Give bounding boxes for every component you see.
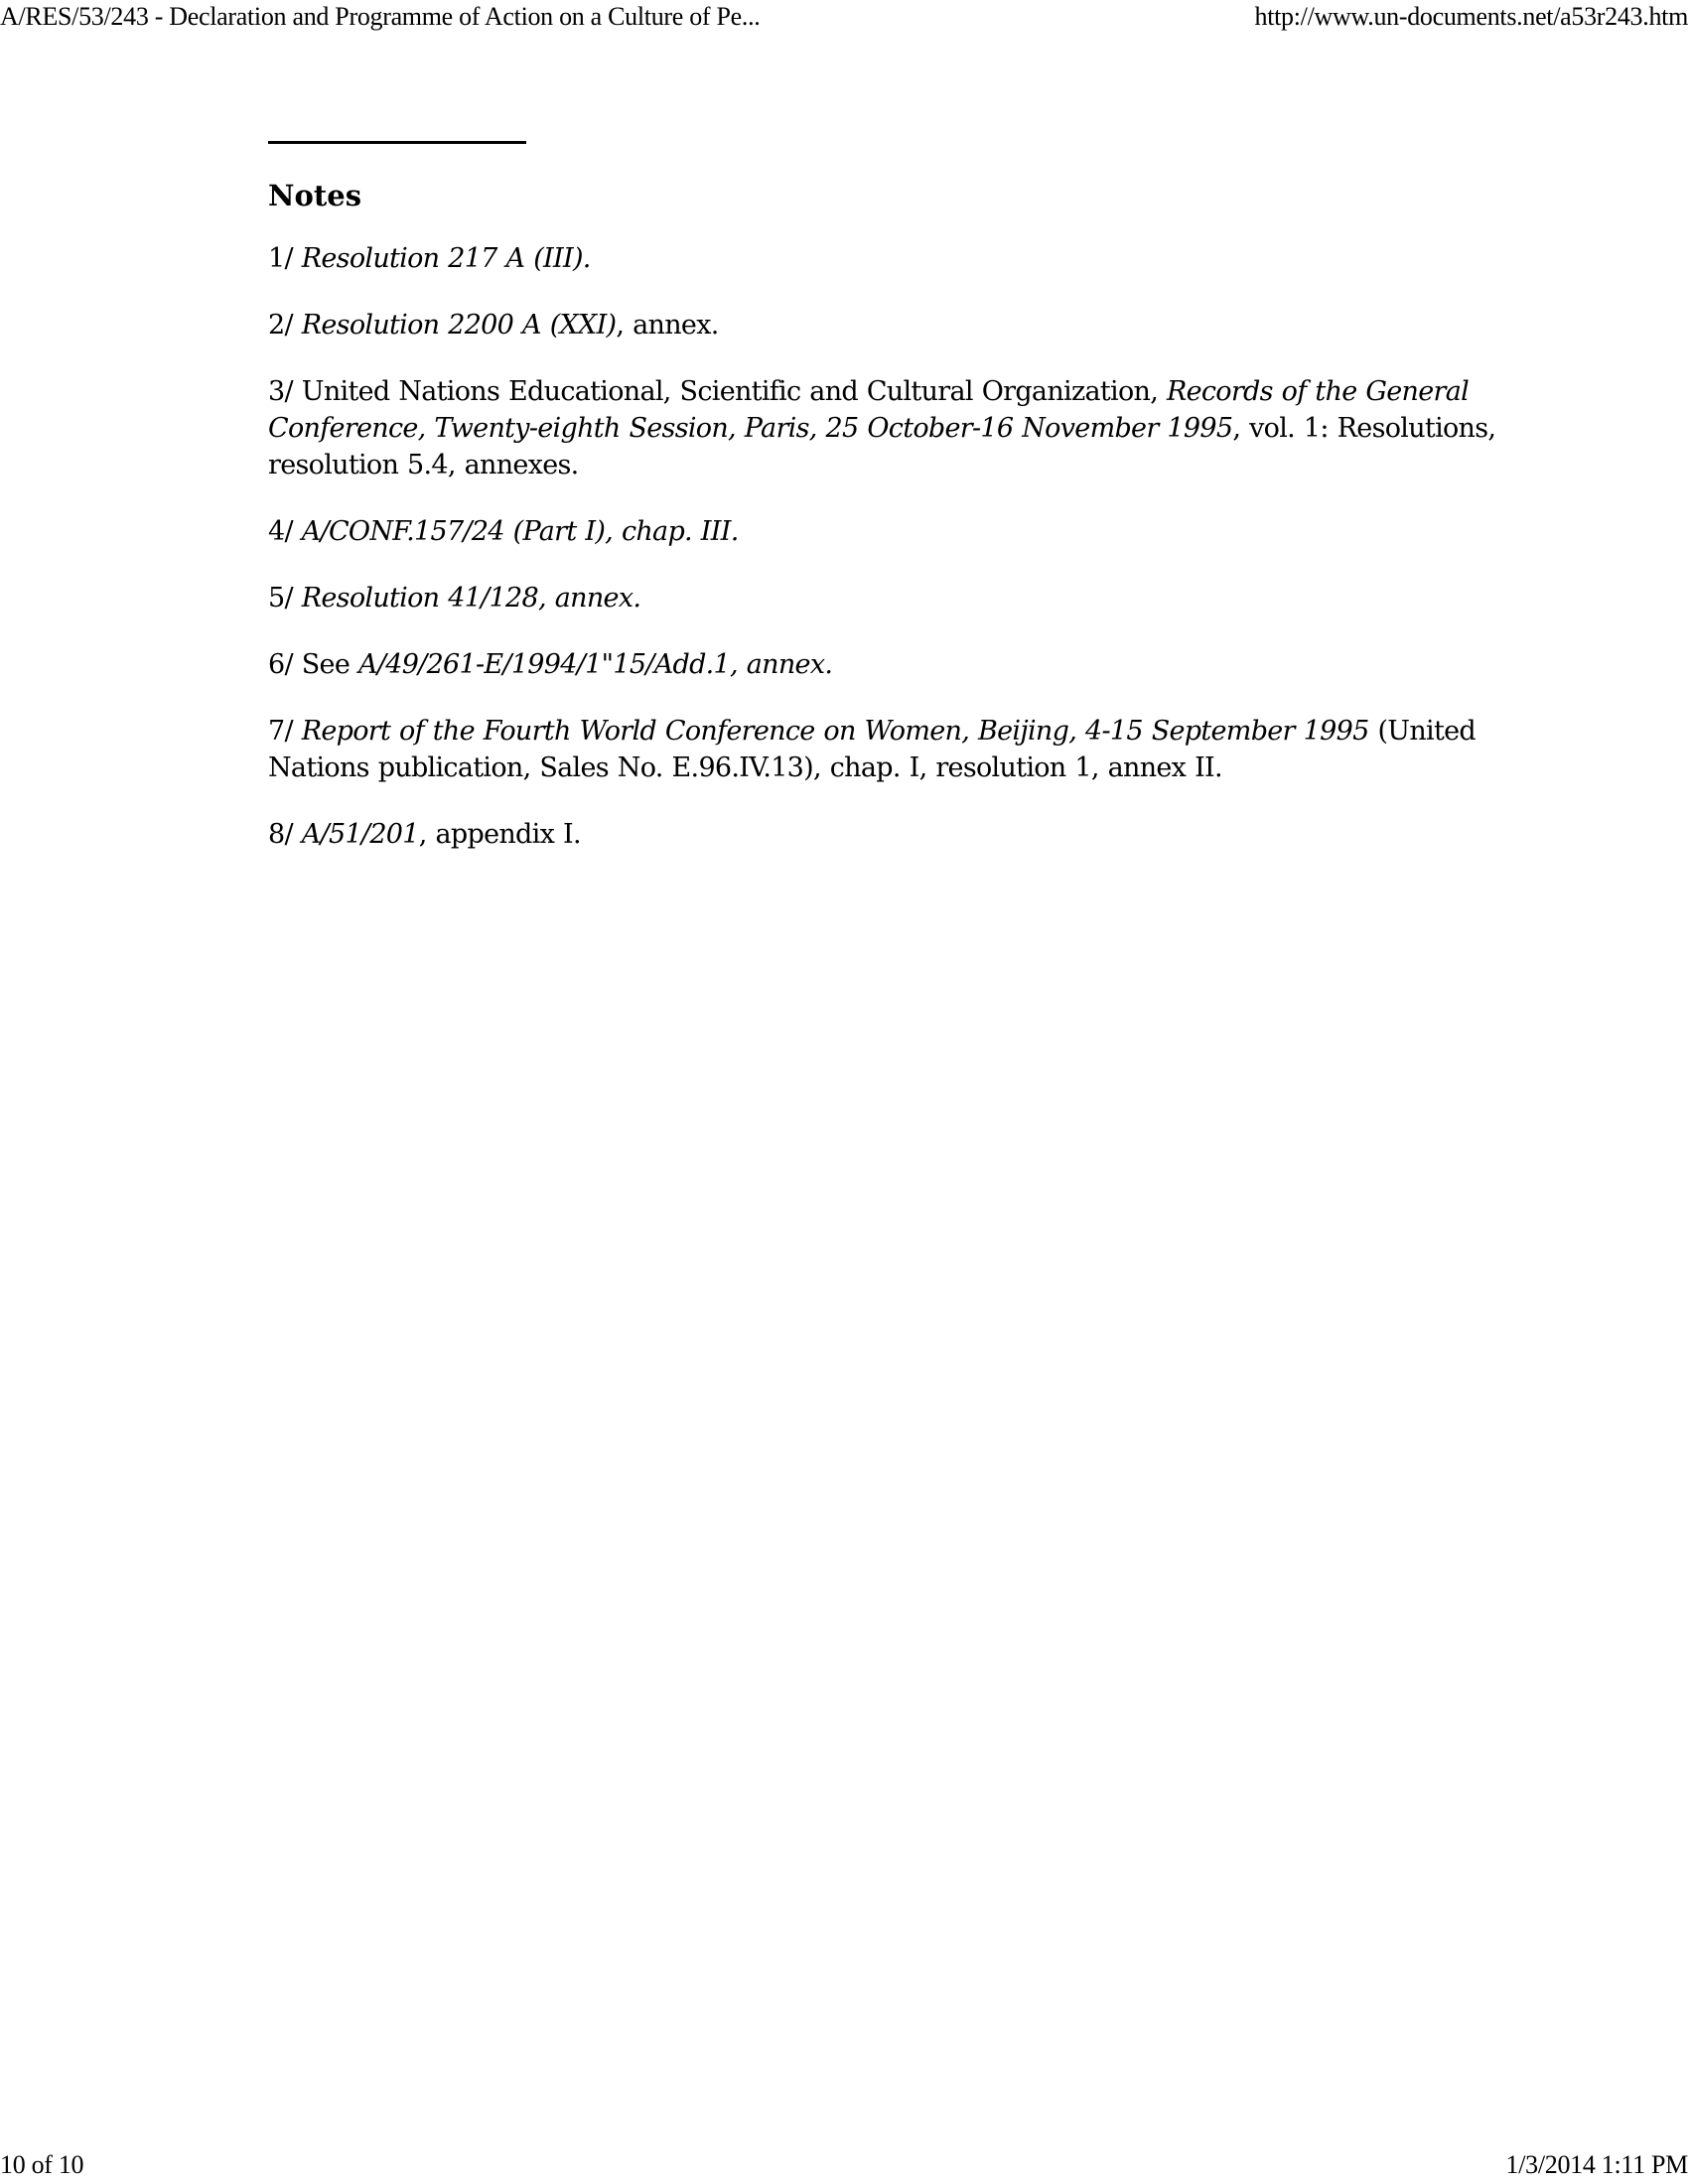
- note-suffix: , appendix I.: [418, 819, 581, 850]
- note-number: 2/: [268, 310, 302, 341]
- note-suffix: , vol. 1: Resolutions, resolution 5.4, annexes.: [268, 413, 1496, 480]
- note-number: 7/: [268, 716, 302, 747]
- note-number: 1/: [268, 243, 302, 274]
- note-italic: A/CONF.157/24 (Part I), chap. III.: [301, 516, 739, 547]
- note-number: 3/: [268, 376, 302, 407]
- note-item: [268, 816, 1499, 853]
- note-item: [268, 580, 1499, 616]
- print-header: [0, 2, 1688, 32]
- footnote-divider: [268, 141, 526, 144]
- note-item: [268, 646, 1499, 683]
- note-suffix: , annex.: [616, 310, 719, 341]
- print-timestamp: 1/3/2014 1:11 PM: [1505, 2150, 1688, 2179]
- note-item: [268, 307, 1499, 343]
- note-number: 6/: [268, 649, 302, 680]
- note-item: [268, 373, 1499, 483]
- note-prefix: United Nations Educational, Scientific and Cultural Organization,: [301, 376, 1167, 407]
- page-indicator: 10 of 10: [0, 2150, 84, 2179]
- note-italic: A/51/201: [301, 819, 419, 850]
- note-number: 5/: [268, 583, 302, 614]
- note-prefix: See: [301, 649, 359, 680]
- note-italic: Resolution 217 A (III).: [301, 243, 591, 274]
- note-item: [268, 513, 1499, 550]
- note-suffix: (United Nations publication, Sales No. E.96.IV.13), chap. I, resolution 1, annex II.: [268, 716, 1476, 783]
- note-italic: Records of the General Conference, Twenty-eighth Session, Paris, 25 October-16 November 1995: [268, 376, 1470, 444]
- note-number: 4/: [268, 516, 302, 547]
- notes-heading: Notes: [268, 179, 362, 212]
- document-title: A/RES/53/243 - Declaration and Programme of Action on a Culture of Pe...: [0, 2, 761, 31]
- document-body: [268, 141, 1499, 883]
- document-url[interactable]: http://www.un-documents.net/a53r243.htm: [1254, 2, 1688, 31]
- note-italic: Resolution 2200 A (XXI): [301, 310, 617, 341]
- note-number: 8/: [268, 819, 302, 850]
- note-italic: A/49/261-E/1994/1"15/Add.1, annex.: [358, 649, 833, 680]
- note-item: [268, 240, 1499, 277]
- note-item: [268, 713, 1499, 786]
- print-footer: [0, 2150, 1688, 2180]
- note-italic: Report of the Fourth World Conference on Women, Beijing, 4-15 September 1995: [301, 716, 1369, 747]
- notes-list: [268, 240, 1499, 853]
- note-italic: Resolution 41/128, annex.: [301, 583, 641, 614]
